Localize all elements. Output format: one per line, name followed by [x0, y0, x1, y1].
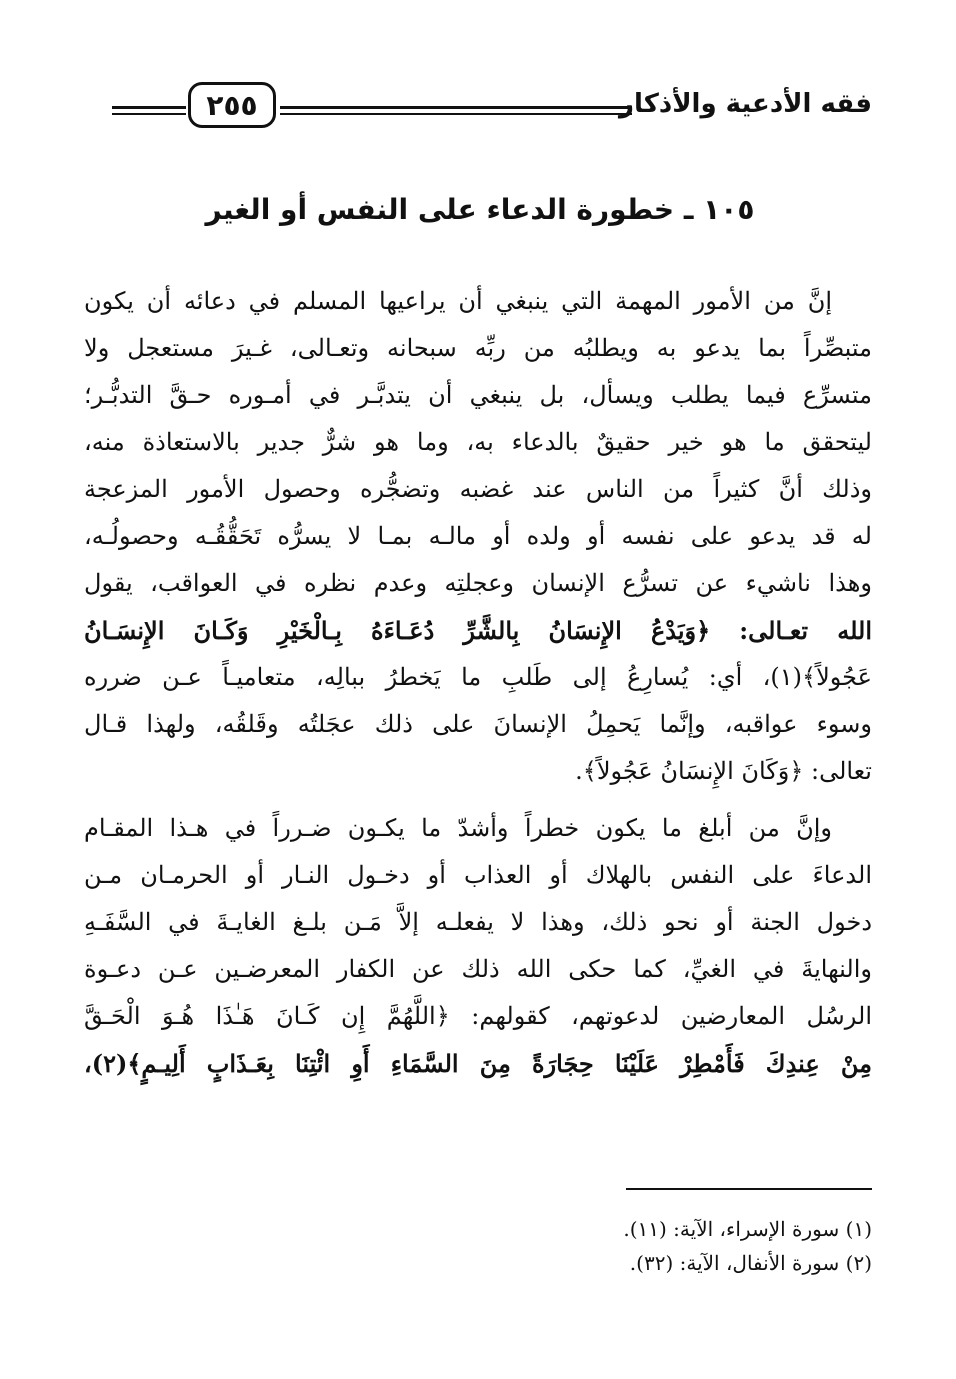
text-line: وذلك أنَّ كثيراً من الناس عند غضبه وتضجُّره وحصول الأمور المزعجة — [84, 475, 872, 503]
body-text — [84, 278, 872, 1087]
footnote-1: (١) سورة الإسراء، الآية: (١١). — [623, 1217, 872, 1241]
text-line: وسوء عواقبه، وإنَّما يَحمِلُ الإنسانَ على ذلك عجَلتُه وقَلقُه، ولهذا قـال — [84, 710, 872, 738]
text-line: الدعاءَ على النفس بالهلاك أو العذاب أو دخـول النـار أو الحرمـان مـن — [84, 861, 872, 889]
page-number — [188, 82, 276, 128]
text-line: الرسُل المعارضين لدعوتهم، كقولهم: ﴿اللَّهُمَّ إِن كَـانَ هَـٰذَا هُـوَ الْحَـقَّ — [84, 1002, 872, 1030]
text-line: الله تعـالى: ﴿وَيَدْعُ الإِنسَانُ بِالشَّرِّ دُعَـاءَهُ بِـالْخَيْرِ وَكَـانَ الإِنسَـانُ — [84, 616, 872, 645]
text-line: دخول الجنة أو نحو ذلك، وهذا لا يفعلـه إلاَّ مَـن بلـغ الغايـةَ في السَّفَـهِ — [84, 908, 872, 936]
section-heading: ١٠٥ ـ خطورة الدعاء على النفس أو الغير — [205, 193, 755, 226]
footnote-divider — [626, 1188, 872, 1190]
header-rule-right — [280, 106, 632, 109]
text-line: متبصِّراً بما يدعو به ويطلبُه من ربِّه سبحانه وتعـالى، غـيرَ مستعجل ولا — [84, 334, 872, 362]
text-line: عَجُولاً﴾(١)، أي: يُسارِعُ إلى طَلبِ ما يَخطرُ ببالِه، متعاميـاً عـن ضرره — [84, 663, 872, 691]
text-line: إنَّ من الأمور المهمة التي ينبغي أن يراعيها المسلم في دعائه أن يكون — [84, 287, 832, 315]
page-number-text: ٢٥٥ — [206, 88, 258, 122]
header-rule-left — [112, 106, 186, 109]
text-line: مِنْ عِندِكَ فَأَمْطِرْ عَلَيْنَا حِجَارَةً مِنَ السَّمَاءِ أَوِ ائْتِنَا بِعَـذَابٍ أَلِيـمٍ﴾(٢)، — [84, 1049, 872, 1078]
text-line: وهذا ناشيء عن تسرُّع الإنسان وعجلتِه وعدم نظره في العواقب، يقول — [84, 569, 872, 597]
footnote-2: (٢) سورة الأنفال، الآية: (٣٢). — [629, 1251, 872, 1275]
text-line: ليتحقق ما هو خير حقيقٌ بالدعاء به، وما هو شرٌّ جدير بالاستعاذة منه، — [84, 428, 872, 456]
book-title: فقه الأدعية والأذكار — [619, 89, 872, 119]
paragraph-1 — [84, 278, 872, 795]
text-line: له قد يدعو على نفسه أو ولده أو مالـه بمـا لا يسرُّه تَحَقُّقُـه وحصولُـه، — [84, 522, 872, 550]
page-header — [112, 78, 872, 138]
footnotes — [450, 1212, 872, 1280]
text-line: متسرِّع فيما يطلب ويسأل، بل ينبغي أن يتدبَّـر في أمـوره حـقَّ التدبُّـر؛ — [84, 381, 872, 409]
paragraph-2 — [84, 805, 872, 1087]
text-line: والنهايةَ في الغيِّ، كما حكى الله ذلك عن الكفار المعرضـين عـن دعـوة — [84, 955, 872, 983]
text-line: وإنَّ من أبلغ ما يكون خطراً وأشدّ ما يكـون ضـرراً في هـذا المقـام — [84, 814, 832, 842]
text-line: تعالى: ﴿وَكَانَ الإِنسَانُ عَجُولاً﴾. — [575, 757, 872, 785]
